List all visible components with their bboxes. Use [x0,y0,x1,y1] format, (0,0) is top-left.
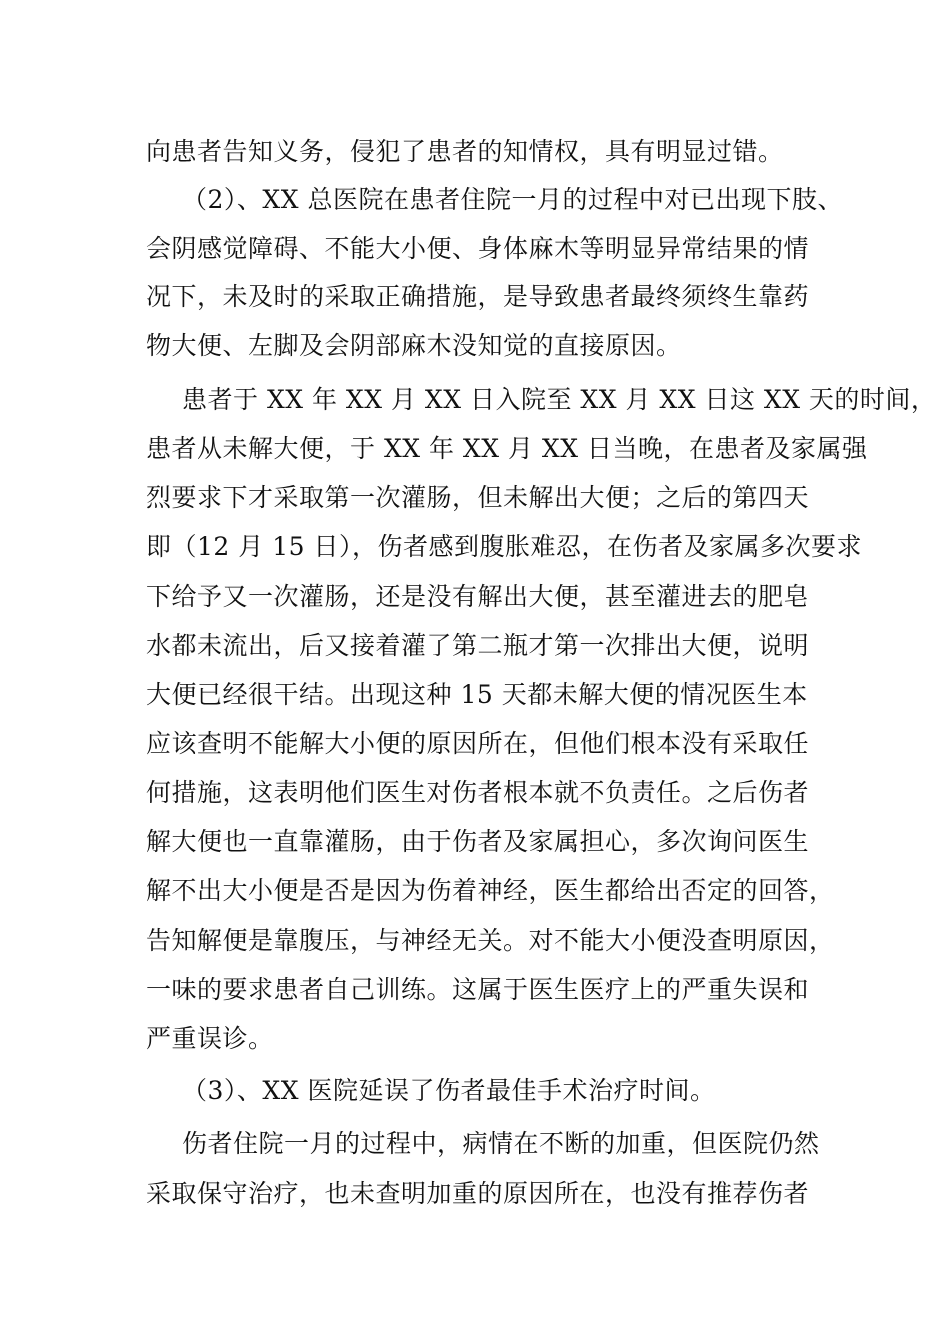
text-line: 水都未流出，后又接着灌了第二瓶才第一次排出大便，说明 [146,631,810,660]
text-line: 向患者告知义务，侵犯了患者的知情权，具有明显过错。 [146,137,784,166]
text-line: 解不出大小便是否是因为伤着神经，医生都给出否定的回答， [146,876,835,905]
text-line: 患者从未解大便，于 XX 年 XX 月 XX 日当晚，在患者及家属强 [146,434,868,463]
text-line: 会阴感觉障碍、不能大小便、身体麻木等明显异常结果的情 [146,234,810,263]
text-line: 烈要求下才采取第一次灌肠，但未解出大便；之后的第四天 [146,483,810,512]
text-line: 伤者住院一月的过程中，病情在不断的加重，但医院仍然 [182,1129,820,1158]
text-line: 何措施，这表明他们医生对伤者根本就不负责任。之后伤者 [146,778,810,807]
text-line: 即（12 月 15 日），伤者感到腹胀难忍，在伤者及家属多次要求 [146,532,862,561]
text-line: 解大便也一直靠灌肠，由于伤者及家属担心，多次询问医生 [146,827,810,856]
text-line: 况下，未及时的采取正确措施，是导致患者最终须终生靠药 [146,282,810,311]
text-line: 采取保守治疗，也未查明加重的原因所在，也没有推荐伤者 [146,1179,810,1208]
text-line: 告知解便是靠腹压，与神经无关。对不能大小便没查明原因， [146,926,835,955]
text-line: 下给予又一次灌肠，还是没有解出大便，甚至灌进去的肥皂 [146,582,810,611]
text-line: 患者于 XX 年 XX 月 XX 日入院至 XX 月 XX 日这 XX 天的时间， [182,385,937,414]
text-line: 严重误诊。 [146,1024,274,1053]
text-line: 应该查明不能解大小便的原因所在，但他们根本没有采取任 [146,729,810,758]
text-line: 物大便、左脚及会阴部麻木没知觉的直接原因。 [146,331,682,360]
text-line: （2）、XX 总医院在患者住院一月的过程中对已出现下肢、 [182,185,843,214]
text-line: 大便已经很干结。出现这种 15 天都未解大便的情况医生本 [146,680,808,709]
text-line: （3）、XX 医院延误了伤者最佳手术治疗时间。 [182,1076,716,1105]
text-line: 一味的要求患者自己训练。这属于医生医疗上的严重失误和 [146,975,810,1004]
